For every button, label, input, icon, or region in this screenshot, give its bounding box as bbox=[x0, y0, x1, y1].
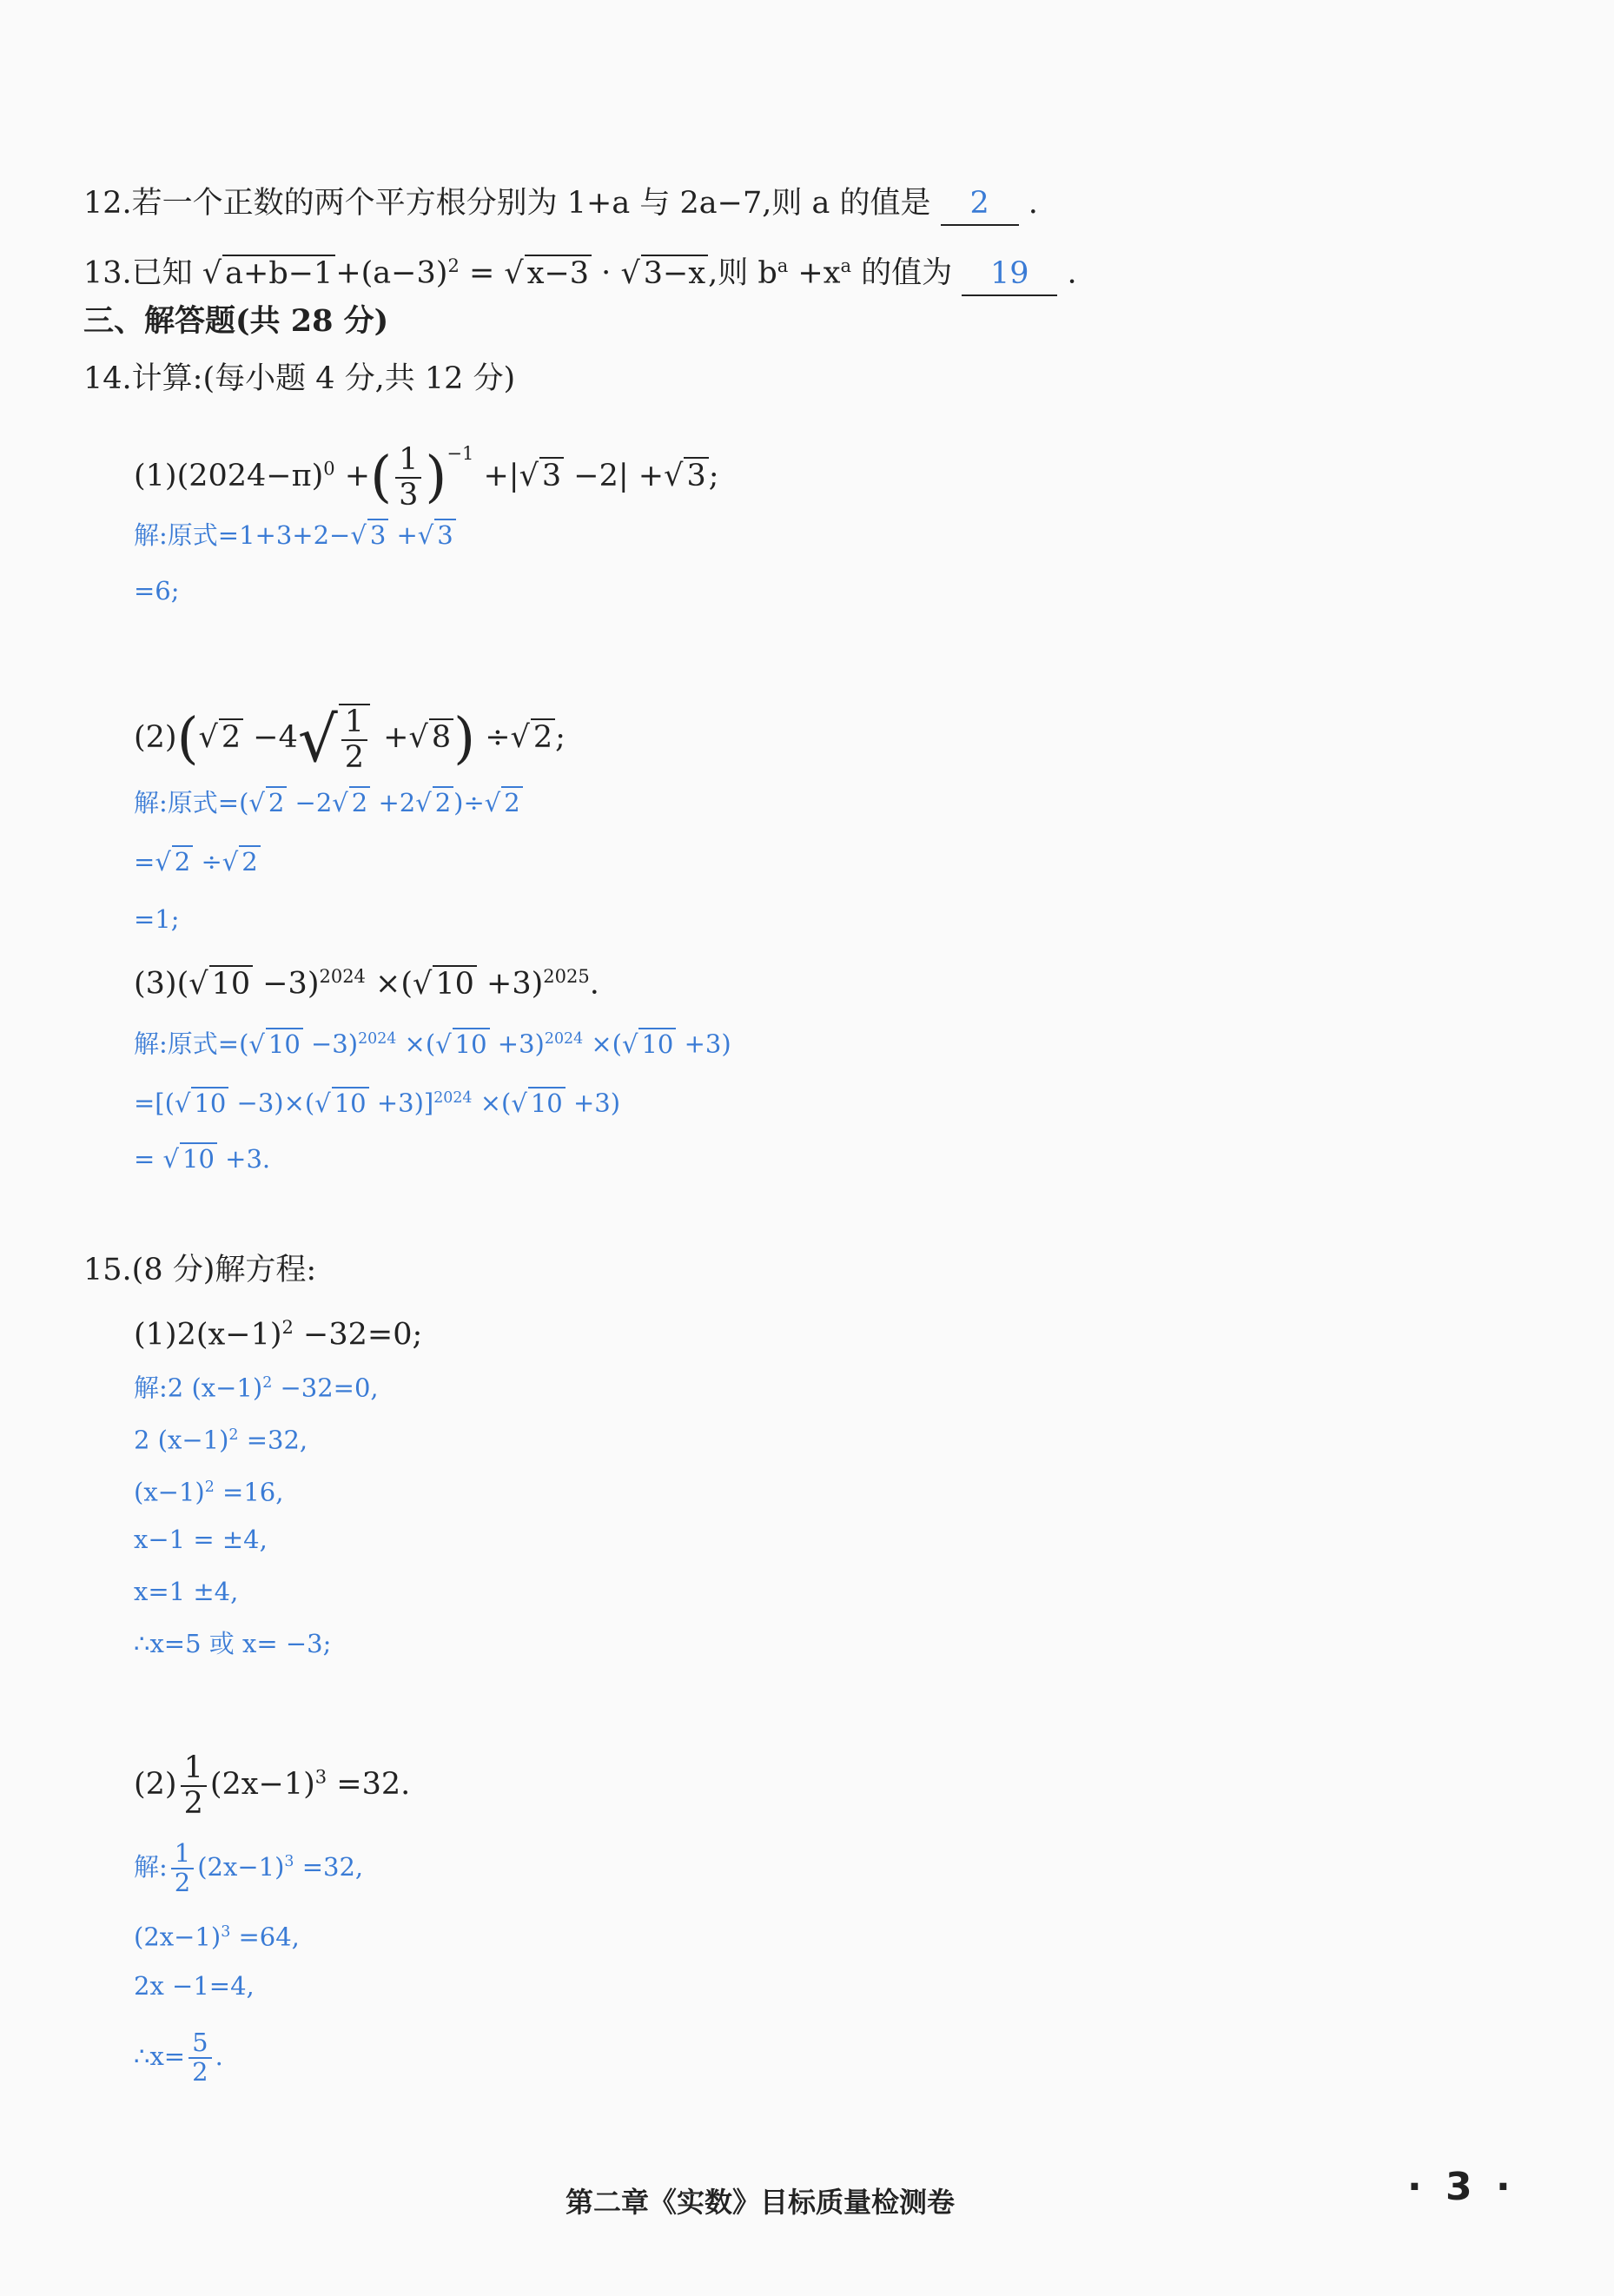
radicand: 10 bbox=[528, 1087, 566, 1118]
frac-den: 2 bbox=[344, 739, 365, 775]
q14-solution-3-line-1 bbox=[134, 1018, 731, 1065]
solution-text: −3) bbox=[302, 1029, 359, 1059]
q14-part-3 bbox=[134, 956, 599, 1005]
radicand: 10 bbox=[209, 965, 254, 1002]
radicand: 8 bbox=[429, 718, 453, 755]
solution-text: ÷ bbox=[193, 847, 222, 877]
q14-p1-sup: −1 bbox=[446, 443, 474, 464]
solution-sup: 3 bbox=[284, 1853, 294, 1871]
q14-p3-sup: 2024 bbox=[319, 966, 366, 987]
solution-text: (2x−1) bbox=[197, 1851, 285, 1882]
solution-text: =64, bbox=[230, 1922, 300, 1952]
fraction bbox=[171, 1840, 194, 1897]
radicand: 3 bbox=[684, 457, 708, 493]
solution-text: +3) bbox=[489, 1029, 545, 1059]
q14-p3-text: +3) bbox=[476, 966, 544, 1002]
radicand: 10 bbox=[191, 1087, 228, 1118]
section-heading: 三、解答题(共 28 分) bbox=[83, 303, 389, 339]
radicand: 2 bbox=[172, 845, 193, 877]
q14-solution-2-line-1 bbox=[134, 782, 523, 824]
solution-text: x−1 = ±4, bbox=[134, 1525, 268, 1554]
radicand: 10 bbox=[638, 1028, 676, 1059]
q15-solution-1-line-4 bbox=[134, 1519, 268, 1560]
solution-text: = bbox=[134, 847, 155, 877]
solution-text: +3) bbox=[676, 1029, 731, 1059]
radicand: 10 bbox=[453, 1028, 490, 1059]
frac-num: 1 bbox=[181, 1751, 207, 1787]
solution-sup: 2 bbox=[228, 1426, 239, 1444]
radicand: 10 bbox=[180, 1142, 217, 1174]
solution-text: =16, bbox=[214, 1477, 284, 1507]
question-12 bbox=[83, 182, 1038, 226]
solution-sup: 2 bbox=[262, 1374, 273, 1392]
q14-p2-text: (2) bbox=[134, 720, 177, 755]
sqrt-sign: √ bbox=[155, 847, 171, 877]
solution-text: ∴x= bbox=[134, 2041, 186, 2071]
solution-text: . bbox=[215, 2041, 223, 2071]
fraction bbox=[181, 1751, 207, 1820]
frac-den: 3 bbox=[399, 477, 419, 513]
q13-radicand-2: x−3 bbox=[525, 255, 592, 291]
solution-text: ×( bbox=[472, 1088, 512, 1118]
sqrt-sign: √ bbox=[408, 720, 428, 755]
solution-text: −32=0, bbox=[272, 1373, 379, 1403]
fraction bbox=[395, 443, 421, 512]
fraction bbox=[189, 2029, 211, 2087]
paren-right: ) bbox=[425, 445, 447, 510]
solution-text: ×( bbox=[396, 1029, 436, 1059]
radicand: 2 bbox=[501, 786, 522, 817]
q14-p2-text: −4 bbox=[243, 720, 298, 755]
question-15-heading: 15.(8 分)解方程: bbox=[83, 1253, 317, 1287]
q12-text: 12.若一个正数的两个平方根分别为 1+a 与 2a−7,则 a 的值是 bbox=[83, 186, 931, 221]
solution-text: 2 (x−1) bbox=[134, 1425, 229, 1455]
q15-p1-text: −32=0; bbox=[293, 1317, 423, 1353]
sqrt-sign: √ bbox=[504, 255, 524, 291]
sqrt-sign: √ bbox=[664, 459, 684, 493]
paren-right: ) bbox=[453, 706, 476, 771]
solution-text: (2x−1) bbox=[134, 1922, 222, 1952]
page-number: · 3 · bbox=[1407, 2165, 1516, 2209]
solution-sup: 2024 bbox=[544, 1030, 584, 1048]
q15-solution-2-line-2 bbox=[134, 1911, 300, 1958]
solution-text: 解:原式=( bbox=[134, 1029, 249, 1059]
q13-sup: a bbox=[840, 255, 852, 276]
solution-text: +3)] bbox=[368, 1088, 434, 1118]
q15-solution-1-line-3 bbox=[134, 1466, 283, 1513]
sqrt-sign: √ bbox=[189, 966, 208, 1002]
frac-den: 2 bbox=[192, 2056, 208, 2087]
sqrt-sign: √ bbox=[350, 520, 367, 550]
q13-text: · bbox=[592, 255, 621, 291]
q15-p1-text: (1)2(x−1) bbox=[134, 1317, 282, 1353]
radicand: 2 bbox=[433, 786, 453, 817]
q14-part-2 bbox=[134, 704, 566, 774]
sqrt-sign: √ bbox=[202, 255, 222, 291]
sqrt-sign: √ bbox=[198, 720, 218, 755]
q14-p1-sup: 0 bbox=[323, 458, 335, 480]
radicand: 2 bbox=[239, 845, 260, 877]
sqrt-sign: √ bbox=[621, 1029, 638, 1059]
solution-text: = bbox=[134, 1144, 163, 1174]
q13-radicand-1: a+b−1 bbox=[222, 255, 335, 291]
q14-p3-text: . bbox=[589, 966, 599, 1002]
q14-solution-1-line-1 bbox=[134, 514, 456, 556]
q13-text: ,则 b bbox=[708, 255, 777, 291]
solution-text: (x−1) bbox=[134, 1477, 205, 1507]
q13-answer: 19 bbox=[962, 253, 1057, 296]
q12-answer: 2 bbox=[941, 182, 1019, 226]
q15-p1-sup: 2 bbox=[281, 1317, 294, 1338]
q15-solution-1-line-6 bbox=[134, 1623, 331, 1664]
solution-text: 解:2 (x−1) bbox=[134, 1373, 263, 1403]
q14-p1-text: (1)(2024−π) bbox=[134, 459, 324, 493]
q15-part-1 bbox=[134, 1307, 422, 1356]
solution-text: =32, bbox=[294, 1851, 364, 1882]
solution-text: ×( bbox=[583, 1029, 622, 1059]
radicand: 10 bbox=[266, 1028, 303, 1059]
q14-p3-text: −3) bbox=[253, 966, 320, 1002]
radicand: 2 bbox=[266, 786, 287, 817]
q15-solution-2-line-3: 2x −1=4, bbox=[134, 1971, 255, 2001]
q14-p2-text: ; bbox=[555, 720, 566, 755]
radicand: 2 bbox=[531, 718, 555, 755]
q13-sup: a bbox=[777, 255, 789, 276]
q14-solution-1-line-2: =6; bbox=[134, 576, 180, 605]
frac-num: 1 bbox=[395, 443, 421, 479]
frac-num: 1 bbox=[341, 705, 367, 741]
q14-p3-text: ×( bbox=[365, 966, 413, 1002]
q14-p2-text: ÷ bbox=[475, 720, 511, 755]
q15-solution-2-line-4 bbox=[134, 2029, 223, 2087]
question-14-heading: 14.计算:(每小题 4 分,共 12 分) bbox=[83, 361, 516, 396]
radicand: 10 bbox=[332, 1087, 369, 1118]
solution-sup: 2024 bbox=[358, 1030, 397, 1048]
solution-text: +3) bbox=[565, 1088, 621, 1118]
solution-text: ∴x=5 或 x= −3; bbox=[134, 1629, 332, 1658]
radicand: 3 bbox=[367, 519, 388, 550]
solution-text: −3)×( bbox=[228, 1088, 315, 1118]
solution-text: +2 bbox=[370, 788, 416, 817]
frac-num: 1 bbox=[171, 1840, 194, 1869]
q13-sup: 2 bbox=[447, 255, 460, 276]
q15-solution-1-line-5 bbox=[134, 1571, 238, 1612]
solution-sup: 2024 bbox=[433, 1089, 473, 1107]
q14-solution-3-line-2 bbox=[134, 1077, 620, 1124]
sqrt-fraction bbox=[339, 704, 370, 774]
question-13 bbox=[83, 245, 1077, 296]
q12-end: . bbox=[1028, 186, 1038, 221]
solution-text: −2 bbox=[287, 788, 333, 817]
q14-solution-2-line-2 bbox=[134, 841, 261, 883]
footer-title: 第二章《实数》目标质量检测卷 bbox=[565, 2186, 955, 2219]
sqrt-sign: √ bbox=[413, 966, 433, 1002]
paren-left: ( bbox=[176, 706, 199, 771]
q13-end: . bbox=[1067, 255, 1077, 291]
q14-solution-2-line-3: =1; bbox=[134, 904, 180, 934]
q14-part-1 bbox=[134, 433, 719, 512]
solution-text: x=1 ±4, bbox=[134, 1577, 239, 1606]
solution-text: 解:原式=( bbox=[134, 788, 249, 817]
sqrt-sign: √ bbox=[248, 1029, 265, 1059]
q14-p1-text: ; bbox=[708, 459, 719, 493]
sqrt-sign: √ bbox=[417, 520, 434, 550]
sqrt-sign: √ bbox=[174, 1088, 191, 1118]
q13-text: +(a−3) bbox=[335, 255, 448, 291]
sqrt-sign: √ bbox=[415, 788, 432, 817]
sqrt-sign: √ bbox=[332, 788, 348, 817]
paren-left: ( bbox=[370, 445, 393, 510]
q14-p2-text: + bbox=[374, 720, 409, 755]
sqrt-sign: √ bbox=[297, 702, 338, 776]
solution-text: =[( bbox=[134, 1088, 175, 1118]
solution-text: 解:原式=1+3+2− bbox=[134, 520, 351, 550]
q15-part-2 bbox=[134, 1751, 410, 1820]
solution-text: 解: bbox=[134, 1851, 168, 1882]
frac-num: 5 bbox=[189, 2029, 211, 2059]
solution-sup: 2 bbox=[204, 1479, 215, 1496]
radicand: 2 bbox=[349, 786, 370, 817]
q14-solution-3-line-3 bbox=[134, 1138, 270, 1180]
q13-text: 13.已知 bbox=[83, 255, 193, 291]
q15-p2-text: =32. bbox=[327, 1767, 411, 1802]
sqrt-sign: √ bbox=[314, 1088, 331, 1118]
sqrt-sign: √ bbox=[162, 1144, 180, 1174]
q13-text: 的值为 bbox=[851, 255, 953, 291]
frac-den: 2 bbox=[174, 1867, 191, 1897]
sqrt-sign: √ bbox=[222, 847, 239, 877]
solution-text: )÷ bbox=[453, 788, 485, 817]
q15-solution-1-line-1 bbox=[134, 1362, 379, 1409]
solution-text: +3. bbox=[216, 1144, 271, 1174]
radicand: 10 bbox=[433, 965, 477, 1002]
q14-p1-text: −2| + bbox=[564, 459, 665, 493]
q14-p3-sup: 2025 bbox=[543, 966, 590, 987]
sqrt-sign: √ bbox=[484, 788, 501, 817]
q14-p1-text: +| bbox=[473, 459, 519, 493]
frac-den: 2 bbox=[183, 1785, 203, 1821]
radicand: 3 bbox=[539, 457, 564, 493]
solution-sup: 3 bbox=[221, 1923, 231, 1941]
q15-solution-1-line-2 bbox=[134, 1414, 308, 1461]
q15-p2-text: (2x−1) bbox=[209, 1767, 315, 1802]
sqrt-sign: √ bbox=[248, 788, 265, 817]
q15-p2-text: (2) bbox=[134, 1767, 177, 1802]
q14-p1-text: + bbox=[334, 459, 371, 493]
sqrt-sign: √ bbox=[435, 1029, 452, 1059]
q13-text: = bbox=[459, 255, 505, 291]
radicand: 2 bbox=[219, 718, 243, 755]
sqrt-sign: √ bbox=[519, 459, 539, 493]
q15-solution-2-line-1 bbox=[134, 1840, 363, 1897]
q13-radicand-3: 3−x bbox=[641, 255, 708, 291]
sqrt-sign: √ bbox=[620, 255, 640, 291]
q13-text: +x bbox=[788, 255, 841, 291]
q14-p3-text: (3)( bbox=[134, 966, 189, 1002]
solution-text: + bbox=[388, 520, 418, 550]
q15-p2-sup: 3 bbox=[314, 1766, 327, 1788]
sqrt-sign: √ bbox=[510, 720, 530, 755]
radicand: 3 bbox=[434, 519, 455, 550]
solution-text: =32, bbox=[238, 1425, 308, 1455]
sqrt-sign: √ bbox=[511, 1088, 527, 1118]
